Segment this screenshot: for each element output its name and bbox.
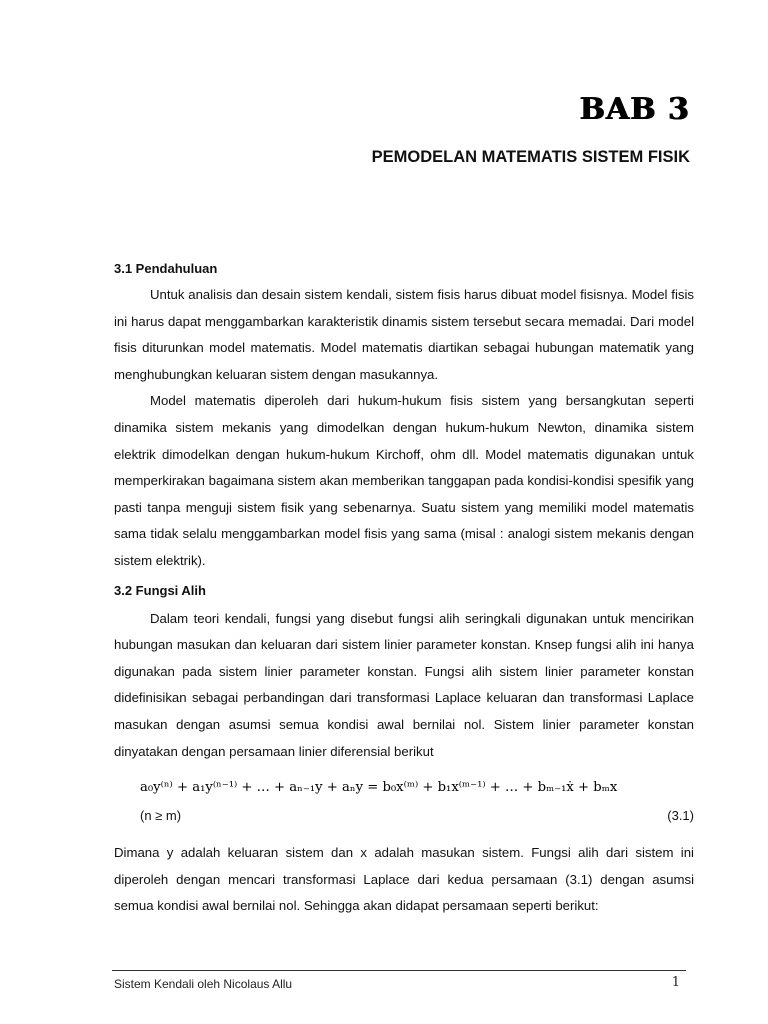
paragraph-pendahuluan-2: Model matematis diperoleh dari hukum-hukum fisis sistem yang bersangkutan seperti dinamika sistem mekanis yang dimodelkan dengan hukum-hukum Newton, dinamika sistem elektrik dimodelkan dengan hukum-hukum Kirchoff, ohm dll. Model matematis digunakan untuk memperkirakan bagaimana sistem akan memberikan tanggapan pada kondisi-kondisi spesifik yang pasti tanpa menguji sistem fisik yang sebenarnya. Suatu sistem yang memiliki model matematis sama tidak selalu menggambarkan model fisis yang sama (misal : analogi sistem mekanis dengan sistem elektrik).	[114, 393, 694, 568]
paragraph-pendahuluan-1: Untuk analisis dan desain sistem kendali, sistem fisis harus dibuat model fisisnya. Model fisis ini harus dapat menggambarkan karakteristik dinamis sistem tersebut secara memadai. Dari model fisis diturunkan model matematis. Model matematis diartikan sebagai hubungan matematik yang menghubungkan keluaran sistem dengan masukannya.	[114, 287, 694, 382]
footer-author: Sistem Kendali oleh Nicolaus Allu	[114, 977, 293, 991]
page-number: 1	[671, 975, 680, 990]
chapter-number: BAB 3	[579, 92, 690, 127]
equation-condition: (n ≥ m)	[140, 808, 182, 823]
document-body	[114, 258, 694, 765]
paragraph-fungsi-alih-1: Dalam teori kendali, fungsi yang disebut fungsi alih seringkali digunakan untuk mencirikan hubungan masukan dan keluaran dari sistem linier parameter konstan. Knsep fungsi alih ini hanya digunakan pada sistem linier parameter konstan. Fungsi alih sistem linier parameter konstan didefinisikan sebagai perbandingan dari transformasi Laplace keluaran dan transformasi Laplace masukan dengan asumsi semua kondisi awal bernilai nol. Sistem linier parameter konstan dinyatakan dengan persamaan linier diferensial berikut	[114, 610, 694, 759]
paragraph-transfer-function-intro: Dimana y adalah keluaran sistem dan x adalah masukan sistem. Fungsi alih dari sistem ini diperoleh dengan mencari transformasi Laplace dari kedua persamaan (3.1) dengan asumsi semua kondisi awal bernilai nol. Sehingga akan didapat persamaan seperti berikut:	[114, 845, 694, 914]
chapter-title: PEMODELAN MATEMATIS SISTEM FISIK	[371, 148, 690, 166]
differential-equation: a₀y⁽ⁿ⁾ + a₁y⁽ⁿ⁻¹⁾ + … + aₙ₋₁y + aₙy = b₀x⁽ᵐ⁾ + b₁x⁽ᵐ⁻¹⁾ + … + bₘ₋₁ẋ + bₘx	[140, 780, 618, 795]
equation-number: (3.1)	[667, 808, 694, 823]
section-heading-fungsi-alih: 3.2 Fungsi Alih	[114, 582, 206, 598]
paragraph-after-equation	[114, 840, 694, 920]
section-heading-pendahuluan: 3.1 Pendahuluan	[114, 261, 218, 276]
footer-divider	[112, 970, 686, 971]
